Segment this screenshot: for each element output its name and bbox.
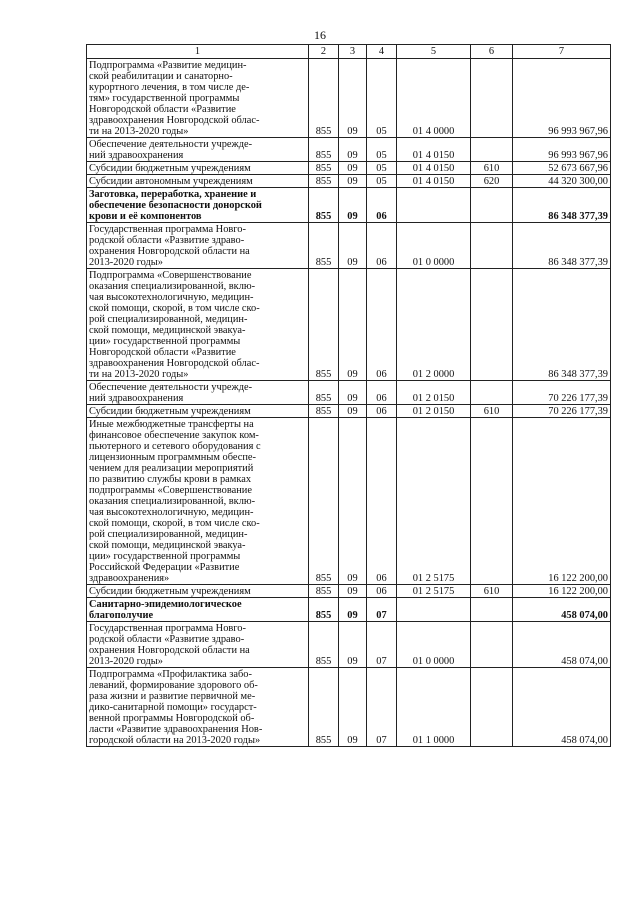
row-sum-cell: 44 320 300,00 (513, 175, 611, 188)
row-ved-cell: 855 (309, 223, 339, 269)
row-name-text: Подпрограмма «Профилактика забо- леваний, формирование здорового об- раза жизни и развитие первичной ме- дико-санитарной помощи» государст- венной программы Новгородской об- ласти «Развитие здравоохранения Нов- городской области на 2013-2020 годы» (89, 669, 263, 746)
row-rz-cell: 09 (339, 269, 367, 381)
row-rz-cell: 09 (339, 668, 367, 747)
row-ved-cell: 855 (309, 598, 339, 622)
row-csr-cell: 01 4 0000 (397, 59, 471, 138)
row-vr-cell: 610 (471, 585, 513, 598)
row-ved-cell: 855 (309, 162, 339, 175)
row-pr-cell: 07 (367, 668, 397, 747)
row-vr-cell: 620 (471, 175, 513, 188)
row-ved-cell: 855 (309, 381, 339, 405)
row-sum-cell: 16 122 200,00 (513, 585, 611, 598)
table-row (87, 223, 611, 269)
table-row (87, 138, 611, 162)
column-header-rz: 3 (339, 45, 367, 59)
row-pr-cell: 05 (367, 138, 397, 162)
row-ved-cell: 855 (309, 59, 339, 138)
row-sum-cell: 96 993 967,96 (513, 59, 611, 138)
row-pr-cell: 06 (367, 585, 397, 598)
budget-table (86, 44, 611, 747)
table-row (87, 585, 611, 598)
row-rz-cell: 09 (339, 138, 367, 162)
row-csr-cell: 01 2 0150 (397, 381, 471, 405)
row-name-cell (87, 381, 309, 405)
row-name-text: Подпрограмма «Совершенствование оказания специализированной, вклю- чая высокотехнологичную, медицин- ской помощи, скорой, в том числе ско- рой специализированной, медицин- ской помощи, медицинской эвакуа- ции» государственной программы Новгородской области «Развитие здравоохранения Новгородской облас- ти на 2013-2020 годы» (89, 270, 260, 380)
table-header-row (87, 45, 611, 59)
table-row (87, 418, 611, 585)
row-pr-cell: 07 (367, 598, 397, 622)
row-ved-cell: 855 (309, 138, 339, 162)
row-pr-cell: 06 (367, 188, 397, 223)
table-body (87, 59, 611, 747)
row-vr-cell (471, 223, 513, 269)
row-pr-cell: 06 (367, 223, 397, 269)
row-sum-cell: 86 348 377,39 (513, 223, 611, 269)
row-name-cell (87, 405, 309, 418)
row-pr-cell: 06 (367, 418, 397, 585)
row-sum-cell: 458 074,00 (513, 622, 611, 668)
row-rz-cell: 09 (339, 622, 367, 668)
row-ved-cell: 855 (309, 175, 339, 188)
row-csr-cell: 01 2 5175 (397, 585, 471, 598)
column-header-name: 1 (87, 45, 309, 59)
row-name-cell (87, 418, 309, 585)
row-name-text: Санитарно-эпидемиологическое благополучие (89, 599, 242, 621)
row-csr-cell: 01 4 0150 (397, 162, 471, 175)
row-csr-cell: 01 2 5175 (397, 418, 471, 585)
row-vr-cell (471, 622, 513, 668)
row-vr-cell (471, 381, 513, 405)
row-name-cell (87, 59, 309, 138)
row-vr-cell (471, 269, 513, 381)
row-vr-cell (471, 598, 513, 622)
row-sum-cell: 96 993 967,96 (513, 138, 611, 162)
row-csr-cell: 01 4 0150 (397, 175, 471, 188)
row-name-text: Субсидии бюджетным учреждениям (89, 406, 251, 417)
row-sum-cell: 70 226 177,39 (513, 405, 611, 418)
row-csr-cell: 01 4 0150 (397, 138, 471, 162)
row-vr-cell (471, 59, 513, 138)
row-name-cell (87, 585, 309, 598)
row-name-cell (87, 162, 309, 175)
row-vr-cell (471, 418, 513, 585)
row-name-cell (87, 269, 309, 381)
row-sum-cell: 86 348 377,39 (513, 188, 611, 223)
table-row (87, 598, 611, 622)
row-ved-cell: 855 (309, 418, 339, 585)
row-pr-cell: 06 (367, 381, 397, 405)
row-name-text: Обеспечение деятельности учрежде- ний здравоохранения (89, 139, 253, 161)
column-header-pr: 4 (367, 45, 397, 59)
row-rz-cell: 09 (339, 381, 367, 405)
row-name-text: Заготовка, переработка, хранение и обеспечение безопасности донорской крови и её компонентов (89, 189, 262, 222)
row-csr-cell: 01 2 0150 (397, 405, 471, 418)
row-ved-cell: 855 (309, 188, 339, 223)
row-name-cell (87, 138, 309, 162)
row-name-text: Государственная программа Новго- родской области «Развитие здраво- охранения Новгородской области на 2013-2020 годы» (89, 224, 250, 268)
row-ved-cell: 855 (309, 269, 339, 381)
table-row (87, 175, 611, 188)
column-header-vr: 6 (471, 45, 513, 59)
row-rz-cell: 09 (339, 585, 367, 598)
row-rz-cell: 09 (339, 59, 367, 138)
row-ved-cell: 855 (309, 622, 339, 668)
row-name-cell (87, 175, 309, 188)
row-pr-cell: 05 (367, 175, 397, 188)
row-rz-cell: 09 (339, 162, 367, 175)
row-pr-cell: 06 (367, 269, 397, 381)
row-name-text: Подпрограмма «Развитие медицин- ской реабилитации и санаторно- курортного лечения, в том числе де- тям» государственной программы Новгородской области «Развитие здравоохранения Новгородской облас- ти на 2013-2020 годы» (89, 60, 260, 137)
row-ved-cell: 855 (309, 405, 339, 418)
row-vr-cell: 610 (471, 162, 513, 175)
row-name-cell (87, 598, 309, 622)
page-number: 16 (314, 28, 326, 42)
row-pr-cell: 05 (367, 162, 397, 175)
column-header-ved: 2 (309, 45, 339, 59)
row-csr-cell (397, 598, 471, 622)
row-name-text: Обеспечение деятельности учрежде- ний здравоохранения (89, 382, 253, 404)
row-vr-cell (471, 188, 513, 223)
row-rz-cell: 09 (339, 188, 367, 223)
row-rz-cell: 09 (339, 223, 367, 269)
table-row (87, 269, 611, 381)
row-sum-cell: 70 226 177,39 (513, 381, 611, 405)
row-rz-cell: 09 (339, 405, 367, 418)
row-sum-cell: 458 074,00 (513, 598, 611, 622)
table-row (87, 381, 611, 405)
row-csr-cell: 01 1 0000 (397, 668, 471, 747)
table-row (87, 622, 611, 668)
row-sum-cell: 52 673 667,96 (513, 162, 611, 175)
table-row (87, 59, 611, 138)
row-name-text: Субсидии бюджетным учреждениям (89, 163, 251, 174)
column-header-csr: 5 (397, 45, 471, 59)
row-pr-cell: 05 (367, 59, 397, 138)
row-name-cell (87, 223, 309, 269)
row-rz-cell: 09 (339, 418, 367, 585)
row-csr-cell: 01 2 0000 (397, 269, 471, 381)
row-sum-cell: 86 348 377,39 (513, 269, 611, 381)
table-row (87, 405, 611, 418)
row-name-text: Государственная программа Новго- родской области «Развитие здраво- охранения Новгородской области на 2013-2020 годы» (89, 623, 250, 667)
row-rz-cell: 09 (339, 175, 367, 188)
row-sum-cell: 458 074,00 (513, 668, 611, 747)
row-csr-cell (397, 188, 471, 223)
row-csr-cell: 01 0 0000 (397, 622, 471, 668)
row-pr-cell: 07 (367, 622, 397, 668)
row-vr-cell (471, 138, 513, 162)
row-name-text: Субсидии бюджетным учреждениям (89, 586, 251, 597)
row-name-cell (87, 622, 309, 668)
row-name-cell (87, 188, 309, 223)
row-name-text: Субсидии автономным учреждениям (89, 176, 253, 187)
row-csr-cell: 01 0 0000 (397, 223, 471, 269)
row-name-text: Иные межбюджетные трансферты на финансовое обеспечение закупок ком- пьютерного и сетевого оборудования с лицензионным программным обеспе- чением для реализации мероприятий по развитию службы крови в рамках подпрограммы «Совершенствование оказания специализированной, вклю- чая высокотехнологичную, медицин- ской помощи, скорой, в том числе ско- рой специализированной, медицин- ской помощи, медицинской эвакуа- ции» государственной программы Российской Федерации «Развитие здравоохранения» (89, 419, 261, 584)
row-pr-cell: 06 (367, 405, 397, 418)
row-vr-cell (471, 668, 513, 747)
row-sum-cell: 16 122 200,00 (513, 418, 611, 585)
row-ved-cell: 855 (309, 585, 339, 598)
table-row (87, 668, 611, 747)
row-name-cell (87, 668, 309, 747)
column-header-sum: 7 (513, 45, 611, 59)
table-row (87, 188, 611, 223)
table-row (87, 162, 611, 175)
row-rz-cell: 09 (339, 598, 367, 622)
row-ved-cell: 855 (309, 668, 339, 747)
row-vr-cell: 610 (471, 405, 513, 418)
